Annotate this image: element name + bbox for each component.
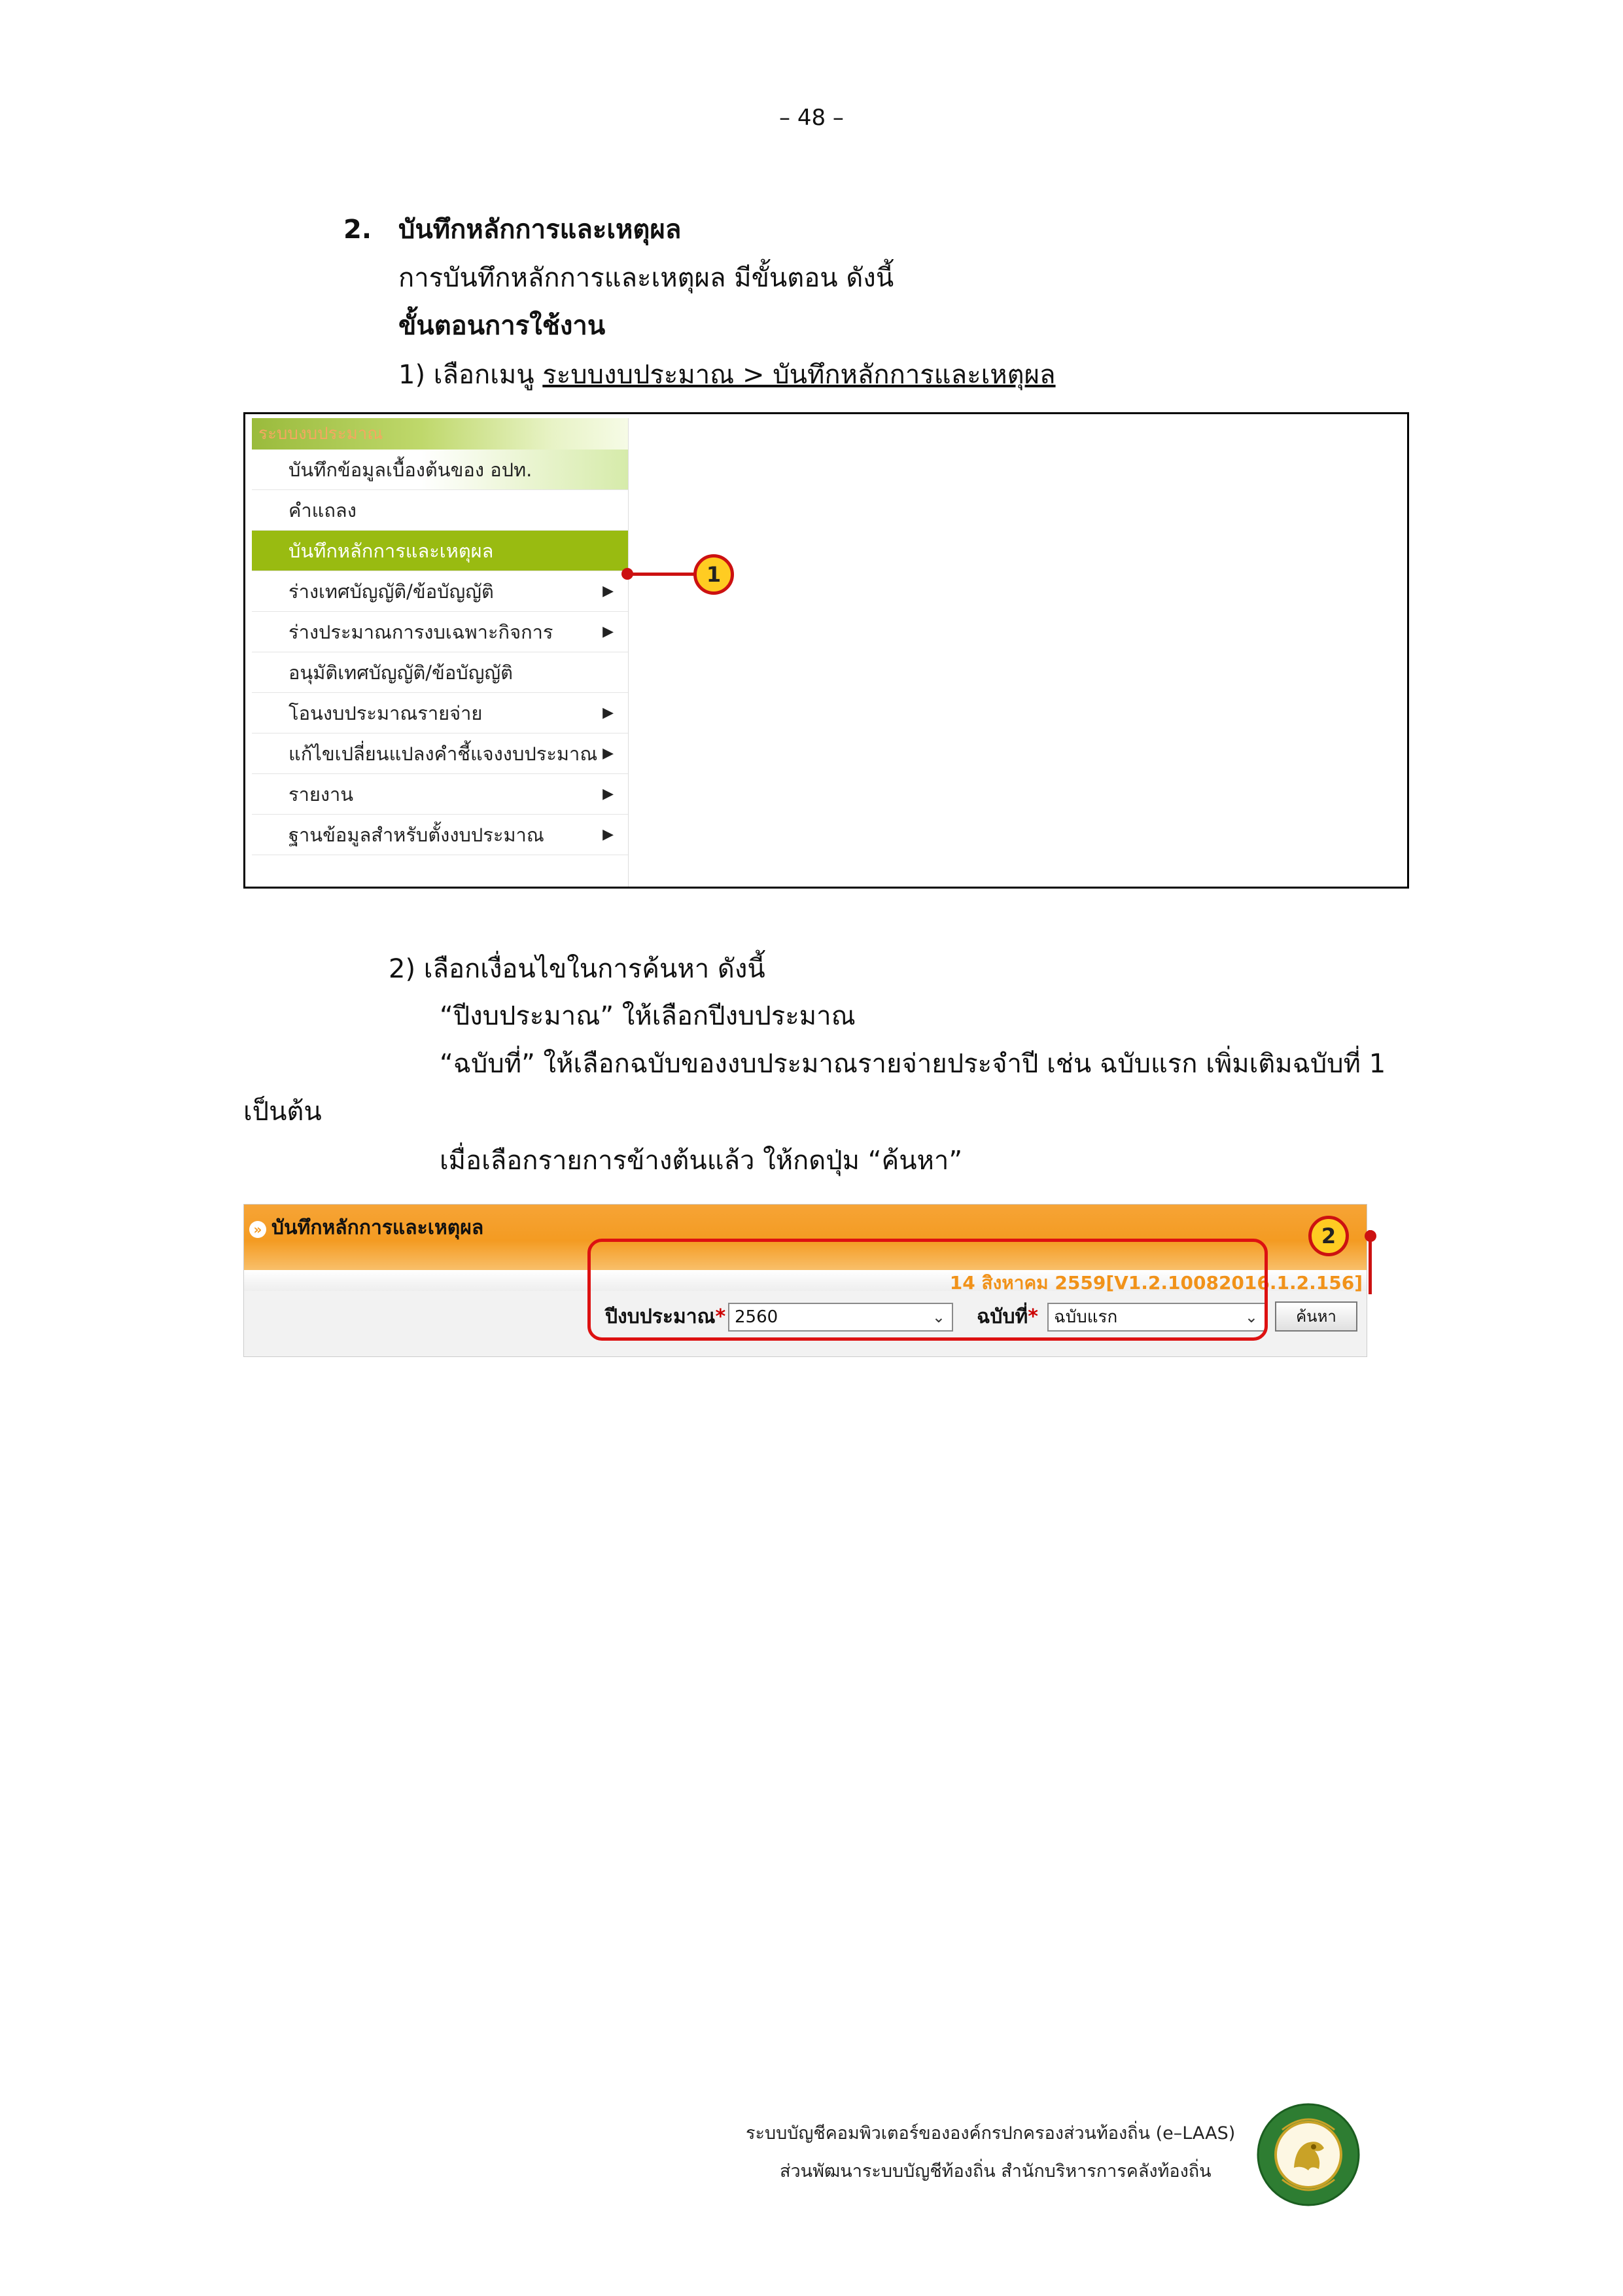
callout-2-dot — [1365, 1230, 1376, 1242]
page-number: – 48 – — [779, 105, 844, 131]
menu-item-draft-ordinance[interactable] — [252, 571, 628, 612]
menu-item-budget-database[interactable] — [252, 815, 628, 855]
required-mark: * — [1028, 1305, 1038, 1328]
chevron-down-icon: ⌄ — [932, 1308, 945, 1326]
step-2-line-4: เป็นต้น — [243, 1097, 322, 1127]
step-2-line-2: “ปีงบประมาณ” ให้เลือกปีงบประมาณ — [440, 1001, 856, 1031]
step-2-line-3: “ฉบับที่” ให้เลือกฉบับของงบประมาณรายจ่ายประจำปี เช่น ฉบับแรก เพิ่มเติมฉบับที่ 1 — [440, 1049, 1386, 1079]
step-1-text — [398, 353, 1056, 395]
menu-item-label: ฐานข้อมูลสำหรับตั้งงบประมาณ — [288, 824, 544, 846]
edition-label-text: ฉบับที่ — [977, 1305, 1028, 1328]
budget-menu-panel — [252, 418, 629, 887]
footer-line-2: ส่วนพัฒนาระบบบัญชีท้องถิ่น สำนักบริหารการคลังท้องถิ่น — [780, 2161, 1212, 2181]
chevron-down-icon: ⌄ — [1244, 1308, 1258, 1326]
required-mark: * — [715, 1305, 726, 1328]
menu-item-label: บันทึกหลักการและเหตุผล — [288, 540, 494, 562]
menu-item-label: แก้ไขเปลี่ยนแปลงคำชี้แจงงบประมาณ — [288, 743, 598, 765]
fiscal-year-label-text: ปีงบประมาณ — [605, 1305, 716, 1328]
submenu-arrow-icon: ▶ — [602, 786, 614, 802]
menu-item-principles-reasons[interactable] — [252, 531, 628, 571]
step-2-line-1: 2) เลือกเงื่อนไขในการค้นหา ดังนี้ — [389, 954, 765, 984]
menu-screenshot-frame — [243, 412, 1409, 889]
section-title: บันทึกหลักการและเหตุผล — [398, 215, 682, 245]
callout-1-badge: 1 — [693, 554, 734, 595]
menu-item-label: บันทึกข้อมูลเบื้องต้นของ อปท. — [288, 459, 532, 481]
search-button[interactable]: ค้นหา — [1275, 1301, 1357, 1332]
edition-value: ฉบับแรก — [1054, 1307, 1118, 1327]
submenu-arrow-icon: ▶ — [602, 705, 614, 721]
menu-item-label: รายงาน — [288, 783, 354, 805]
menu-item-label: ร่างประมาณการงบเฉพาะกิจการ — [288, 621, 553, 643]
highlight-box — [587, 1239, 1268, 1341]
section-number: 2. — [343, 215, 372, 245]
submenu-arrow-icon: ▶ — [602, 826, 614, 843]
menu-header[interactable]: ระบบงบประมาณ — [252, 418, 628, 450]
menu-item-approve-ordinance[interactable] — [252, 652, 628, 693]
menu-item-draft-specific-budget[interactable] — [252, 612, 628, 652]
form-title-text: บันทึกหลักการและเหตุผล — [271, 1216, 484, 1239]
step-1-menu-path: ระบบงบประมาณ > บันทึกหลักการและเหตุผล — [542, 360, 1056, 390]
step-2-line-5: เมื่อเลือกรายการข้างต้นแล้ว ให้กดปุ่ม “ค้นหา” — [440, 1146, 963, 1176]
section-heading — [343, 208, 681, 250]
fiscal-year-value: 2560 — [735, 1307, 778, 1327]
submenu-arrow-icon: ▶ — [602, 624, 614, 640]
callout-2-badge: 2 — [1308, 1216, 1349, 1256]
steps-heading: ขั้นตอนการใช้งาน — [398, 311, 606, 341]
menu-item-label: โอนงบประมาณรายจ่าย — [288, 702, 483, 724]
menu-item-label: คำแถลง — [288, 499, 357, 521]
menu-item-label: ร่างเทศบัญญัติ/ข้อบัญญัติ — [288, 580, 494, 603]
section-intro: การบันทึกหลักการและเหตุผล มีขั้นตอน ดังนี้ — [398, 263, 894, 293]
callout-1-dot — [621, 568, 633, 580]
double-chevron-icon: » — [249, 1221, 266, 1238]
version-text: 14 สิงหาคม 2559[V1.2.10082016.1.2.156] — [949, 1272, 1363, 1294]
menu-item-budget-transfer[interactable] — [252, 693, 628, 733]
menu-item-modify-explanation[interactable] — [252, 733, 628, 774]
step-1-prefix: 1) เลือกเมนู — [398, 360, 543, 390]
footer-line-1: ระบบบัญชีคอมพิวเตอร์ขององค์กรปกครองส่วนท้องถิ่น (e–LAAS) — [746, 2123, 1236, 2144]
form-title — [249, 1212, 483, 1243]
callout-1-line — [627, 573, 699, 576]
menu-item-label: อนุมัติเทศบัญญัติ/ข้อบัญญัติ — [288, 662, 513, 684]
submenu-arrow-icon: ▶ — [602, 583, 614, 599]
menu-item-initial-data[interactable] — [252, 450, 628, 490]
menu-item-statement[interactable] — [252, 490, 628, 531]
department-seal-logo — [1256, 2102, 1361, 2207]
menu-item-reports[interactable] — [252, 774, 628, 815]
submenu-arrow-icon: ▶ — [602, 745, 614, 762]
